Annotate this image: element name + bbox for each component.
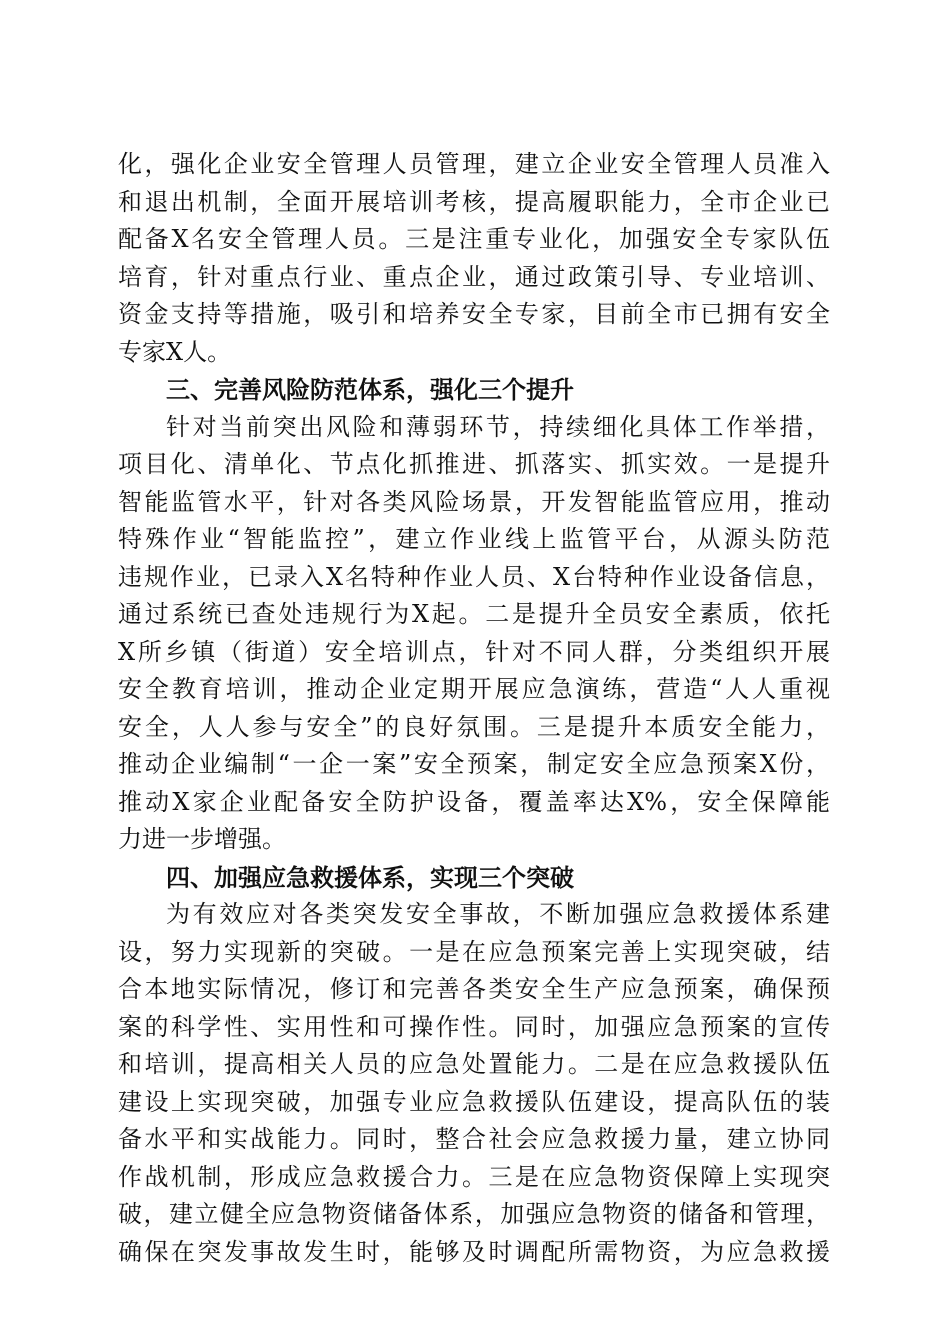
body-text-line: 建设上实现突破，加强专业应急救援队伍建设，提高队伍的装 [118, 1087, 830, 1116]
section-heading-3: 三、完善风险防范体系，强化三个提升 [166, 375, 574, 404]
body-text-line: 化，强化企业安全管理人员管理，建立企业安全管理人员准入 [118, 150, 830, 178]
body-text-line: 和培训，提高相关人员的应急处置能力。二是在应急救援队伍 [118, 1050, 830, 1078]
body-text-line: 设，努力实现新的突破。一是在应急预案完善上实现突破，结 [118, 937, 830, 966]
body-text-line: 专家X人。 [118, 337, 232, 366]
body-text-line: 违规作业，已录入X名特种作业人员、X台特种作业设备信息， [118, 562, 830, 591]
body-text-line: 案的科学性、实用性和可操作性。同时，加强应急预案的宣传 [118, 1012, 830, 1041]
body-text-line: 确保在突发事故发生时，能够及时调配所需物资，为应急救援 [118, 1237, 830, 1266]
body-text-line: 推动X家企业配备安全防护设备，覆盖率达X%，安全保障能 [118, 787, 830, 816]
body-text-line: 配备X名安全管理人员。三是注重专业化，加强安全专家队伍 [118, 225, 830, 253]
body-text-line: 资金支持等措施，吸引和培养安全专家，目前全市已拥有安全 [118, 300, 830, 328]
body-text-line: X所乡镇（街道）安全培训点，针对不同人群，分类组织开展 [118, 637, 830, 666]
body-text-line: 破，建立健全应急物资储备体系，加强应急物资的储备和管理， [118, 1200, 830, 1228]
body-text-line: 智能监管水平，针对各类风险场景，开发智能监管应用，推动 [118, 487, 830, 516]
body-text-line: 安全教育培训，推动企业定期开展应急演练，营造“人人重视 [118, 675, 830, 703]
body-text-line: 特殊作业“智能监控”，建立作业线上监管平台，从源头防范 [118, 525, 830, 553]
body-text-line: 作战机制，形成应急救援合力。三是在应急物资保障上实现突 [118, 1162, 830, 1191]
body-text-line: 和退出机制，全面开展培训考核，提高履职能力，全市企业已 [118, 187, 830, 216]
body-text-line: 培育，针对重点行业、重点企业，通过政策引导、专业培训、 [118, 262, 830, 291]
body-text-line: 合本地实际情况，修订和完善各类安全生产应急预案，确保预 [118, 975, 830, 1003]
body-text-line: 推动企业编制“一企一案”安全预案，制定安全应急预案X份， [118, 750, 830, 778]
body-text-line: 为有效应对各类突发安全事故，不断加强应急救援体系建 [166, 900, 830, 928]
body-text-line: 通过系统已查处违规行为X起。二是提升全员安全素质，依托 [118, 600, 830, 628]
body-text-line: 力进一步增强。 [118, 825, 286, 853]
body-text-line: 项目化、清单化、节点化抓推进、抓落实、抓实效。一是提升 [118, 450, 830, 478]
body-text-line: 针对当前突出风险和薄弱环节，持续细化具体工作举措， [166, 412, 830, 441]
body-text-line: 备水平和实战能力。同时，整合社会应急救援力量，建立协同 [118, 1125, 830, 1153]
body-text-line: 安全，人人参与安全”的良好氛围。三是提升本质安全能力， [118, 712, 830, 741]
document-body [118, 146, 830, 1271]
section-heading-4: 四、加强应急救援体系，实现三个突破 [166, 862, 574, 892]
